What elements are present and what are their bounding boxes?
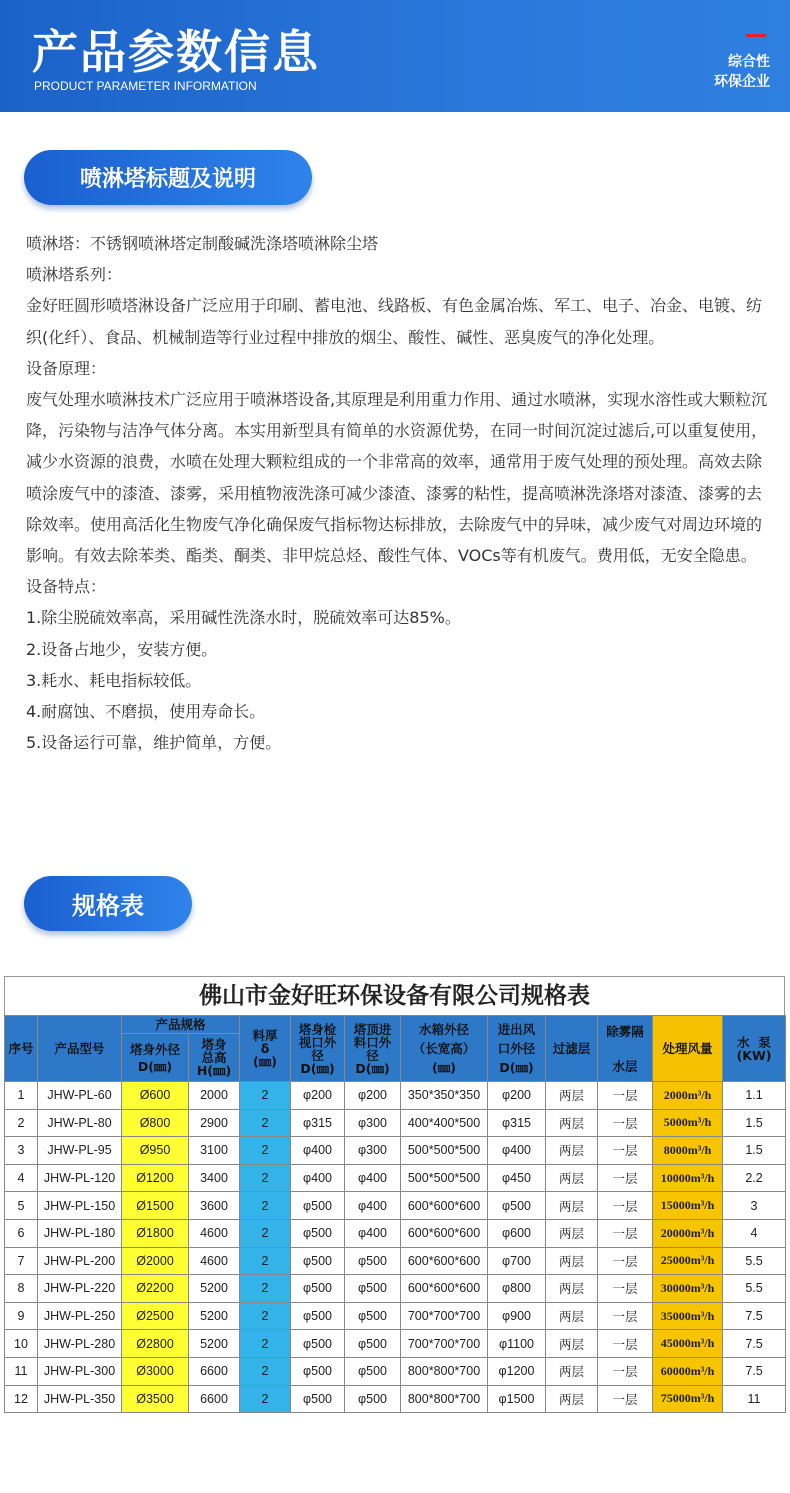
- cell-io: φ1100: [488, 1330, 546, 1358]
- table-row: [5, 1275, 786, 1303]
- cell-insp: φ400: [291, 1137, 345, 1165]
- header-thickness-line: δ: [260, 1041, 270, 1056]
- header-airflow: 处理风量: [653, 1016, 723, 1082]
- cell-seq: 11: [5, 1357, 38, 1385]
- cell-t: 2: [240, 1109, 291, 1137]
- cell-filter: 两层: [546, 1385, 598, 1413]
- cell-top: φ400: [345, 1192, 401, 1220]
- cell-air: 5000m³/h: [653, 1109, 723, 1137]
- cell-seq: 10: [5, 1330, 38, 1358]
- desc-paragraph: 金好旺圆形喷塔淋设备广泛应用于印刷、蓄电池、线路板、有色金属冶炼、军工、电子、冶金、电镀、纺织(化纤）、食品、机械制造等行业过程中排放的烟尘、酸性、碱性、恶臭废气的净化处理。: [26, 296, 763, 347]
- table-row: [5, 1192, 786, 1220]
- cell-tank: 350*350*350: [401, 1082, 488, 1110]
- header-height-line: H(㎜): [196, 1063, 232, 1078]
- cell-demist: 一层: [598, 1330, 653, 1358]
- cell-air: 60000m³/h: [653, 1357, 723, 1385]
- cell-pump: 4: [723, 1219, 786, 1247]
- cell-od: Ø1500: [122, 1192, 189, 1220]
- cell-h: 3600: [189, 1192, 240, 1220]
- cell-top: φ500: [345, 1302, 401, 1330]
- cell-io: φ400: [488, 1137, 546, 1165]
- cell-top: φ200: [345, 1082, 401, 1110]
- cell-h: 2000: [189, 1082, 240, 1110]
- cell-io: φ700: [488, 1247, 546, 1275]
- cell-demist: 一层: [598, 1357, 653, 1385]
- cell-insp: φ500: [291, 1357, 345, 1385]
- table-row: [5, 1137, 786, 1165]
- cell-model: JHW-PL-300: [38, 1357, 122, 1385]
- header-io-line: 进出风: [497, 1022, 536, 1037]
- table-row: [5, 1357, 786, 1385]
- cell-air: 75000m³/h: [653, 1385, 723, 1413]
- page-subtitle: PRODUCT PARAMETER INFORMATION: [34, 79, 257, 93]
- cell-insp: φ500: [291, 1275, 345, 1303]
- cell-seq: 9: [5, 1302, 38, 1330]
- table-row: [5, 1330, 786, 1358]
- header-top-inlet: [345, 1016, 401, 1082]
- cell-tank: 600*600*600: [401, 1247, 488, 1275]
- header-top-inlet-line: D(㎜): [355, 1060, 390, 1076]
- header-tank: [401, 1016, 488, 1082]
- table-row: [5, 1302, 786, 1330]
- cell-model: JHW-PL-150: [38, 1192, 122, 1220]
- cell-od: Ø1800: [122, 1219, 189, 1247]
- cell-demist: 一层: [598, 1109, 653, 1137]
- cell-air: 25000m³/h: [653, 1247, 723, 1275]
- cell-pump: 11: [723, 1385, 786, 1413]
- spec-table-body: [5, 1082, 786, 1413]
- cell-io: φ600: [488, 1219, 546, 1247]
- cell-filter: 两层: [546, 1275, 598, 1303]
- cell-h: 6600: [189, 1385, 240, 1413]
- cell-top: φ300: [345, 1109, 401, 1137]
- company-tag-line1: 综合性: [728, 54, 770, 70]
- cell-filter: 两层: [546, 1109, 598, 1137]
- cell-model: JHW-PL-200: [38, 1247, 122, 1275]
- header-thickness-line: (㎜): [253, 1054, 277, 1069]
- cell-air: 2000m³/h: [653, 1082, 723, 1110]
- cell-seq: 7: [5, 1247, 38, 1275]
- cell-od: Ø2000: [122, 1247, 189, 1275]
- cell-seq: 12: [5, 1385, 38, 1413]
- cell-demist: 一层: [598, 1082, 653, 1110]
- cell-pump: 1.5: [723, 1137, 786, 1165]
- cell-top: φ500: [345, 1357, 401, 1385]
- cell-demist: 一层: [598, 1385, 653, 1413]
- cell-t: 2: [240, 1275, 291, 1303]
- cell-top: φ500: [345, 1247, 401, 1275]
- cell-model: JHW-PL-120: [38, 1164, 122, 1192]
- header-io-line: 口外径: [497, 1041, 536, 1056]
- header-height: [189, 1034, 240, 1082]
- company-tag-line2: 环保企业: [714, 74, 770, 90]
- cell-filter: 两层: [546, 1357, 598, 1385]
- header-model: 产品型号: [38, 1016, 122, 1082]
- table-row: [5, 1219, 786, 1247]
- cell-model: JHW-PL-220: [38, 1275, 122, 1303]
- cell-air: 8000m³/h: [653, 1137, 723, 1165]
- desc-paragraph: 设备特点：: [26, 577, 107, 597]
- desc-paragraph: 2.设备占地少，安装方便。: [26, 639, 218, 659]
- table-row: [5, 1385, 786, 1413]
- cell-od: Ø2200: [122, 1275, 189, 1303]
- desc-paragraph: 喷淋塔系列：: [26, 265, 123, 285]
- desc-paragraph: 喷淋塔：不锈钢喷淋塔定制酸碱洗涤塔喷淋除尘塔: [26, 234, 379, 253]
- section-heading-spec: 规格表: [24, 876, 192, 931]
- header-pump-line: 水 泵: [737, 1034, 771, 1050]
- header-inspection-line: 径: [311, 1047, 324, 1063]
- cell-model: JHW-PL-280: [38, 1330, 122, 1358]
- header-demist: [598, 1016, 653, 1082]
- header-pump-line: (KW): [736, 1047, 772, 1063]
- cell-od: Ø3000: [122, 1357, 189, 1385]
- cell-od: Ø1200: [122, 1164, 189, 1192]
- header-banner: [0, 0, 790, 112]
- cell-insp: φ500: [291, 1247, 345, 1275]
- header-io: [488, 1016, 546, 1082]
- header-inspection-line: D(㎜): [300, 1060, 335, 1076]
- cell-od: Ø950: [122, 1137, 189, 1165]
- cell-demist: 一层: [598, 1247, 653, 1275]
- cell-model: JHW-PL-95: [38, 1137, 122, 1165]
- cell-seq: 1: [5, 1082, 38, 1110]
- cell-t: 2: [240, 1164, 291, 1192]
- section-heading-description: 喷淋塔标题及说明: [24, 150, 312, 205]
- cell-top: φ400: [345, 1164, 401, 1192]
- table-row: [5, 1247, 786, 1275]
- cell-seq: 8: [5, 1275, 38, 1303]
- cell-tank: 700*700*700: [401, 1330, 488, 1358]
- desc-paragraph: 5.设备运行可靠，维护简单，方便。: [26, 733, 282, 753]
- cell-pump: 5.5: [723, 1247, 786, 1275]
- cell-io: φ1200: [488, 1357, 546, 1385]
- accent-line: [746, 34, 766, 37]
- cell-tank: 700*700*700: [401, 1302, 488, 1330]
- cell-t: 2: [240, 1385, 291, 1413]
- cell-tank: 600*600*600: [401, 1275, 488, 1303]
- header-demist-line: 水层: [612, 1058, 638, 1074]
- cell-h: 5200: [189, 1275, 240, 1303]
- cell-tank: 800*800*700: [401, 1357, 488, 1385]
- cell-air: 45000m³/h: [653, 1330, 723, 1358]
- cell-pump: 7.5: [723, 1330, 786, 1358]
- table-row: [5, 1164, 786, 1192]
- cell-t: 2: [240, 1247, 291, 1275]
- cell-h: 6600: [189, 1357, 240, 1385]
- cell-model: JHW-PL-60: [38, 1082, 122, 1110]
- cell-io: φ500: [488, 1192, 546, 1220]
- header-thickness: [240, 1016, 291, 1082]
- cell-model: JHW-PL-180: [38, 1219, 122, 1247]
- cell-seq: 5: [5, 1192, 38, 1220]
- cell-t: 2: [240, 1219, 291, 1247]
- cell-tank: 600*600*600: [401, 1192, 488, 1220]
- cell-t: 2: [240, 1082, 291, 1110]
- page-title: 产品参数信息: [32, 25, 320, 79]
- cell-filter: 两层: [546, 1302, 598, 1330]
- header-body-od: [122, 1034, 189, 1082]
- spec-table: [4, 1015, 786, 1413]
- cell-t: 2: [240, 1302, 291, 1330]
- company-tag: [714, 52, 770, 92]
- cell-top: φ500: [345, 1385, 401, 1413]
- description-block: [26, 228, 772, 758]
- cell-h: 4600: [189, 1219, 240, 1247]
- cell-top: φ500: [345, 1275, 401, 1303]
- cell-pump: 7.5: [723, 1302, 786, 1330]
- cell-od: Ø2500: [122, 1302, 189, 1330]
- cell-demist: 一层: [598, 1302, 653, 1330]
- cell-insp: φ315: [291, 1109, 345, 1137]
- cell-filter: 两层: [546, 1082, 598, 1110]
- header-filter: 过滤层: [546, 1016, 598, 1082]
- cell-h: 5200: [189, 1330, 240, 1358]
- spec-table-title: 佛山市金好旺环保设备有限公司规格表: [4, 976, 785, 1015]
- cell-io: φ1500: [488, 1385, 546, 1413]
- cell-demist: 一层: [598, 1164, 653, 1192]
- cell-filter: 两层: [546, 1137, 598, 1165]
- cell-top: φ500: [345, 1330, 401, 1358]
- header-tank-line: (㎜): [432, 1060, 456, 1075]
- header-top-inlet-line: 塔顶进: [353, 1021, 392, 1037]
- cell-h: 5200: [189, 1302, 240, 1330]
- header-io-line: D(㎜): [499, 1060, 534, 1075]
- desc-paragraph: 3.耗水、耗电指标较低。: [26, 670, 202, 690]
- cell-io: φ450: [488, 1164, 546, 1192]
- cell-tank: 500*500*500: [401, 1164, 488, 1192]
- table-row: [5, 1082, 786, 1110]
- cell-t: 2: [240, 1192, 291, 1220]
- cell-model: JHW-PL-350: [38, 1385, 122, 1413]
- header-inspection-line: 塔身检: [298, 1021, 337, 1037]
- cell-insp: φ500: [291, 1302, 345, 1330]
- desc-paragraph: 废气处理水喷淋技术广泛应用于喷淋塔设备,其原理是利用重力作用、通过水喷淋，实现水溶性或大颗粒沉降，污染物与洁净气体分离。本实用新型具有简单的水资源优势，在同一时间沉淀过滤后,可以重复使用，减少水资源的浪费，水喷在处理大颗粒组成的一个非常高的效率，通常用于废气处理的预处理。高效去除喷涂废气中的漆渣、漆雾，采用植物液洗涤可减少漆渣、漆雾的粘性，提高喷淋洗涤塔对漆渣、漆雾的去除效率。使用高活化生物废气净化确保废气指标物达标排放，去除废气中的异味，减少废气对周边环境的影响。有效去除苯类、酯类、酮类、非甲烷总烃、酸性气体、VOCs等有机废气。费用低，无安全隐患。: [26, 390, 768, 566]
- cell-tank: 500*500*500: [401, 1137, 488, 1165]
- cell-tank: 800*800*700: [401, 1385, 488, 1413]
- cell-demist: 一层: [598, 1137, 653, 1165]
- desc-paragraph: 设备原理：: [26, 358, 107, 378]
- cell-model: JHW-PL-80: [38, 1109, 122, 1137]
- cell-seq: 2: [5, 1109, 38, 1137]
- cell-io: φ900: [488, 1302, 546, 1330]
- cell-insp: φ500: [291, 1219, 345, 1247]
- header-thickness-line: 料厚: [252, 1028, 278, 1043]
- cell-filter: 两层: [546, 1330, 598, 1358]
- header-inspection: [291, 1016, 345, 1082]
- cell-filter: 两层: [546, 1219, 598, 1247]
- spec-table-container: [4, 976, 785, 1413]
- cell-seq: 6: [5, 1219, 38, 1247]
- cell-demist: 一层: [598, 1192, 653, 1220]
- cell-tank: 400*400*500: [401, 1109, 488, 1137]
- cell-io: φ315: [488, 1109, 546, 1137]
- cell-tank: 600*600*600: [401, 1219, 488, 1247]
- header-body-od-line: D(㎜): [137, 1058, 173, 1074]
- header-top-inlet-line: 径: [366, 1047, 379, 1063]
- cell-h: 3100: [189, 1137, 240, 1165]
- cell-pump: 5.5: [723, 1275, 786, 1303]
- table-row: [5, 1109, 786, 1137]
- cell-insp: φ500: [291, 1385, 345, 1413]
- cell-t: 2: [240, 1137, 291, 1165]
- cell-demist: 一层: [598, 1219, 653, 1247]
- cell-filter: 两层: [546, 1164, 598, 1192]
- cell-io: φ200: [488, 1082, 546, 1110]
- cell-pump: 7.5: [723, 1357, 786, 1385]
- cell-air: 35000m³/h: [653, 1302, 723, 1330]
- cell-air: 20000m³/h: [653, 1219, 723, 1247]
- cell-seq: 3: [5, 1137, 38, 1165]
- cell-od: Ø600: [122, 1082, 189, 1110]
- header-inspection-line: 视口外: [298, 1034, 337, 1050]
- cell-air: 15000m³/h: [653, 1192, 723, 1220]
- cell-pump: 1.5: [723, 1109, 786, 1137]
- header-tank-line: 水箱外径: [419, 1022, 470, 1037]
- desc-paragraph: 1.除尘脱硫效率高，采用碱性洗涤水时，脱硫效率可达85%。: [26, 608, 461, 628]
- cell-filter: 两层: [546, 1247, 598, 1275]
- desc-paragraph: 4.耐腐蚀、不磨损，使用寿命长。: [26, 702, 266, 722]
- cell-filter: 两层: [546, 1192, 598, 1220]
- cell-od: Ø3500: [122, 1385, 189, 1413]
- header-top-inlet-line: 料口外: [353, 1034, 392, 1050]
- header-spec-group: 产品规格: [122, 1016, 240, 1034]
- cell-model: JHW-PL-250: [38, 1302, 122, 1330]
- cell-pump: 3: [723, 1192, 786, 1220]
- cell-insp: φ200: [291, 1082, 345, 1110]
- cell-demist: 一层: [598, 1275, 653, 1303]
- cell-t: 2: [240, 1357, 291, 1385]
- header-pump: [723, 1016, 786, 1082]
- cell-od: Ø2800: [122, 1330, 189, 1358]
- cell-top: φ300: [345, 1137, 401, 1165]
- cell-pump: 1.1: [723, 1082, 786, 1110]
- cell-top: φ400: [345, 1219, 401, 1247]
- cell-io: φ800: [488, 1275, 546, 1303]
- cell-air: 10000m³/h: [653, 1164, 723, 1192]
- cell-od: Ø800: [122, 1109, 189, 1137]
- header-height-line: 塔身: [201, 1037, 227, 1052]
- header-demist-line: 除雾隔: [606, 1023, 644, 1039]
- cell-h: 3400: [189, 1164, 240, 1192]
- cell-air: 30000m³/h: [653, 1275, 723, 1303]
- header-body-od-line: 塔身外径: [129, 1041, 180, 1057]
- cell-insp: φ400: [291, 1164, 345, 1192]
- cell-pump: 2.2: [723, 1164, 786, 1192]
- header-seq: 序号: [5, 1016, 38, 1082]
- header-height-line: 总高: [201, 1050, 227, 1065]
- header-tank-line: （长宽高）: [412, 1041, 476, 1056]
- cell-t: 2: [240, 1330, 291, 1358]
- cell-insp: φ500: [291, 1192, 345, 1220]
- cell-seq: 4: [5, 1164, 38, 1192]
- cell-h: 2900: [189, 1109, 240, 1137]
- cell-insp: φ500: [291, 1330, 345, 1358]
- cell-h: 4600: [189, 1247, 240, 1275]
